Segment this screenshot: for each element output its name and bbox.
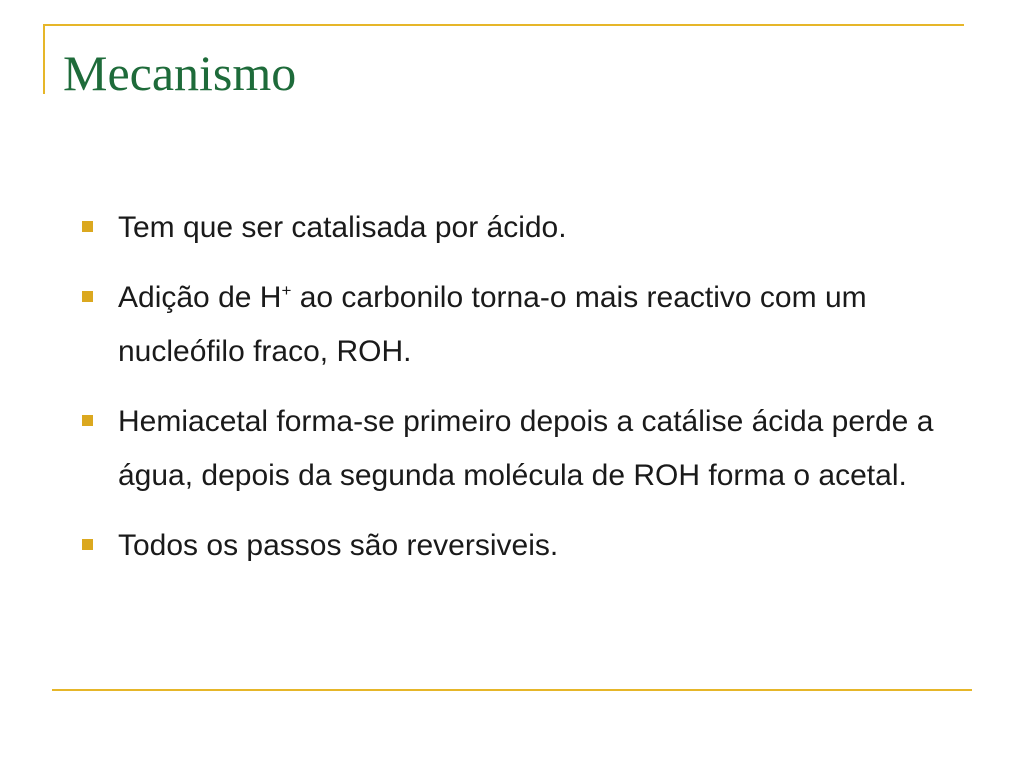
bullet-item-2 [82, 271, 942, 379]
title-top-rule [43, 24, 964, 26]
bullet-item-3 [82, 395, 942, 503]
bullet-text: Tem que ser catalisada por ácido. [118, 211, 567, 244]
footer-rule [52, 689, 972, 691]
bullet-item-1 [82, 201, 942, 255]
title-left-rule [43, 24, 45, 94]
bullet-text-start: Adição de H [118, 281, 282, 314]
bullet-list [82, 201, 942, 589]
superscript-plus: + [281, 281, 292, 300]
square-bullet-icon [82, 415, 93, 426]
square-bullet-icon [82, 221, 93, 232]
bullet-item-4 [82, 519, 942, 573]
bullet-text: Todos os passos são reversiveis. [118, 529, 559, 562]
square-bullet-icon [82, 539, 93, 550]
square-bullet-icon [82, 291, 93, 302]
slide-title: Mecanismo [63, 45, 297, 101]
bullet-text: Hemiacetal forma-se primeiro depois a catálise ácida perde a água, depois da segunda molécula de ROH forma o acetal. [118, 405, 934, 492]
bullet-text-end: ao carbonilo torna-o mais reactivo com um nucleófilo fraco, ROH. [118, 281, 867, 368]
bullet-text [118, 271, 942, 379]
